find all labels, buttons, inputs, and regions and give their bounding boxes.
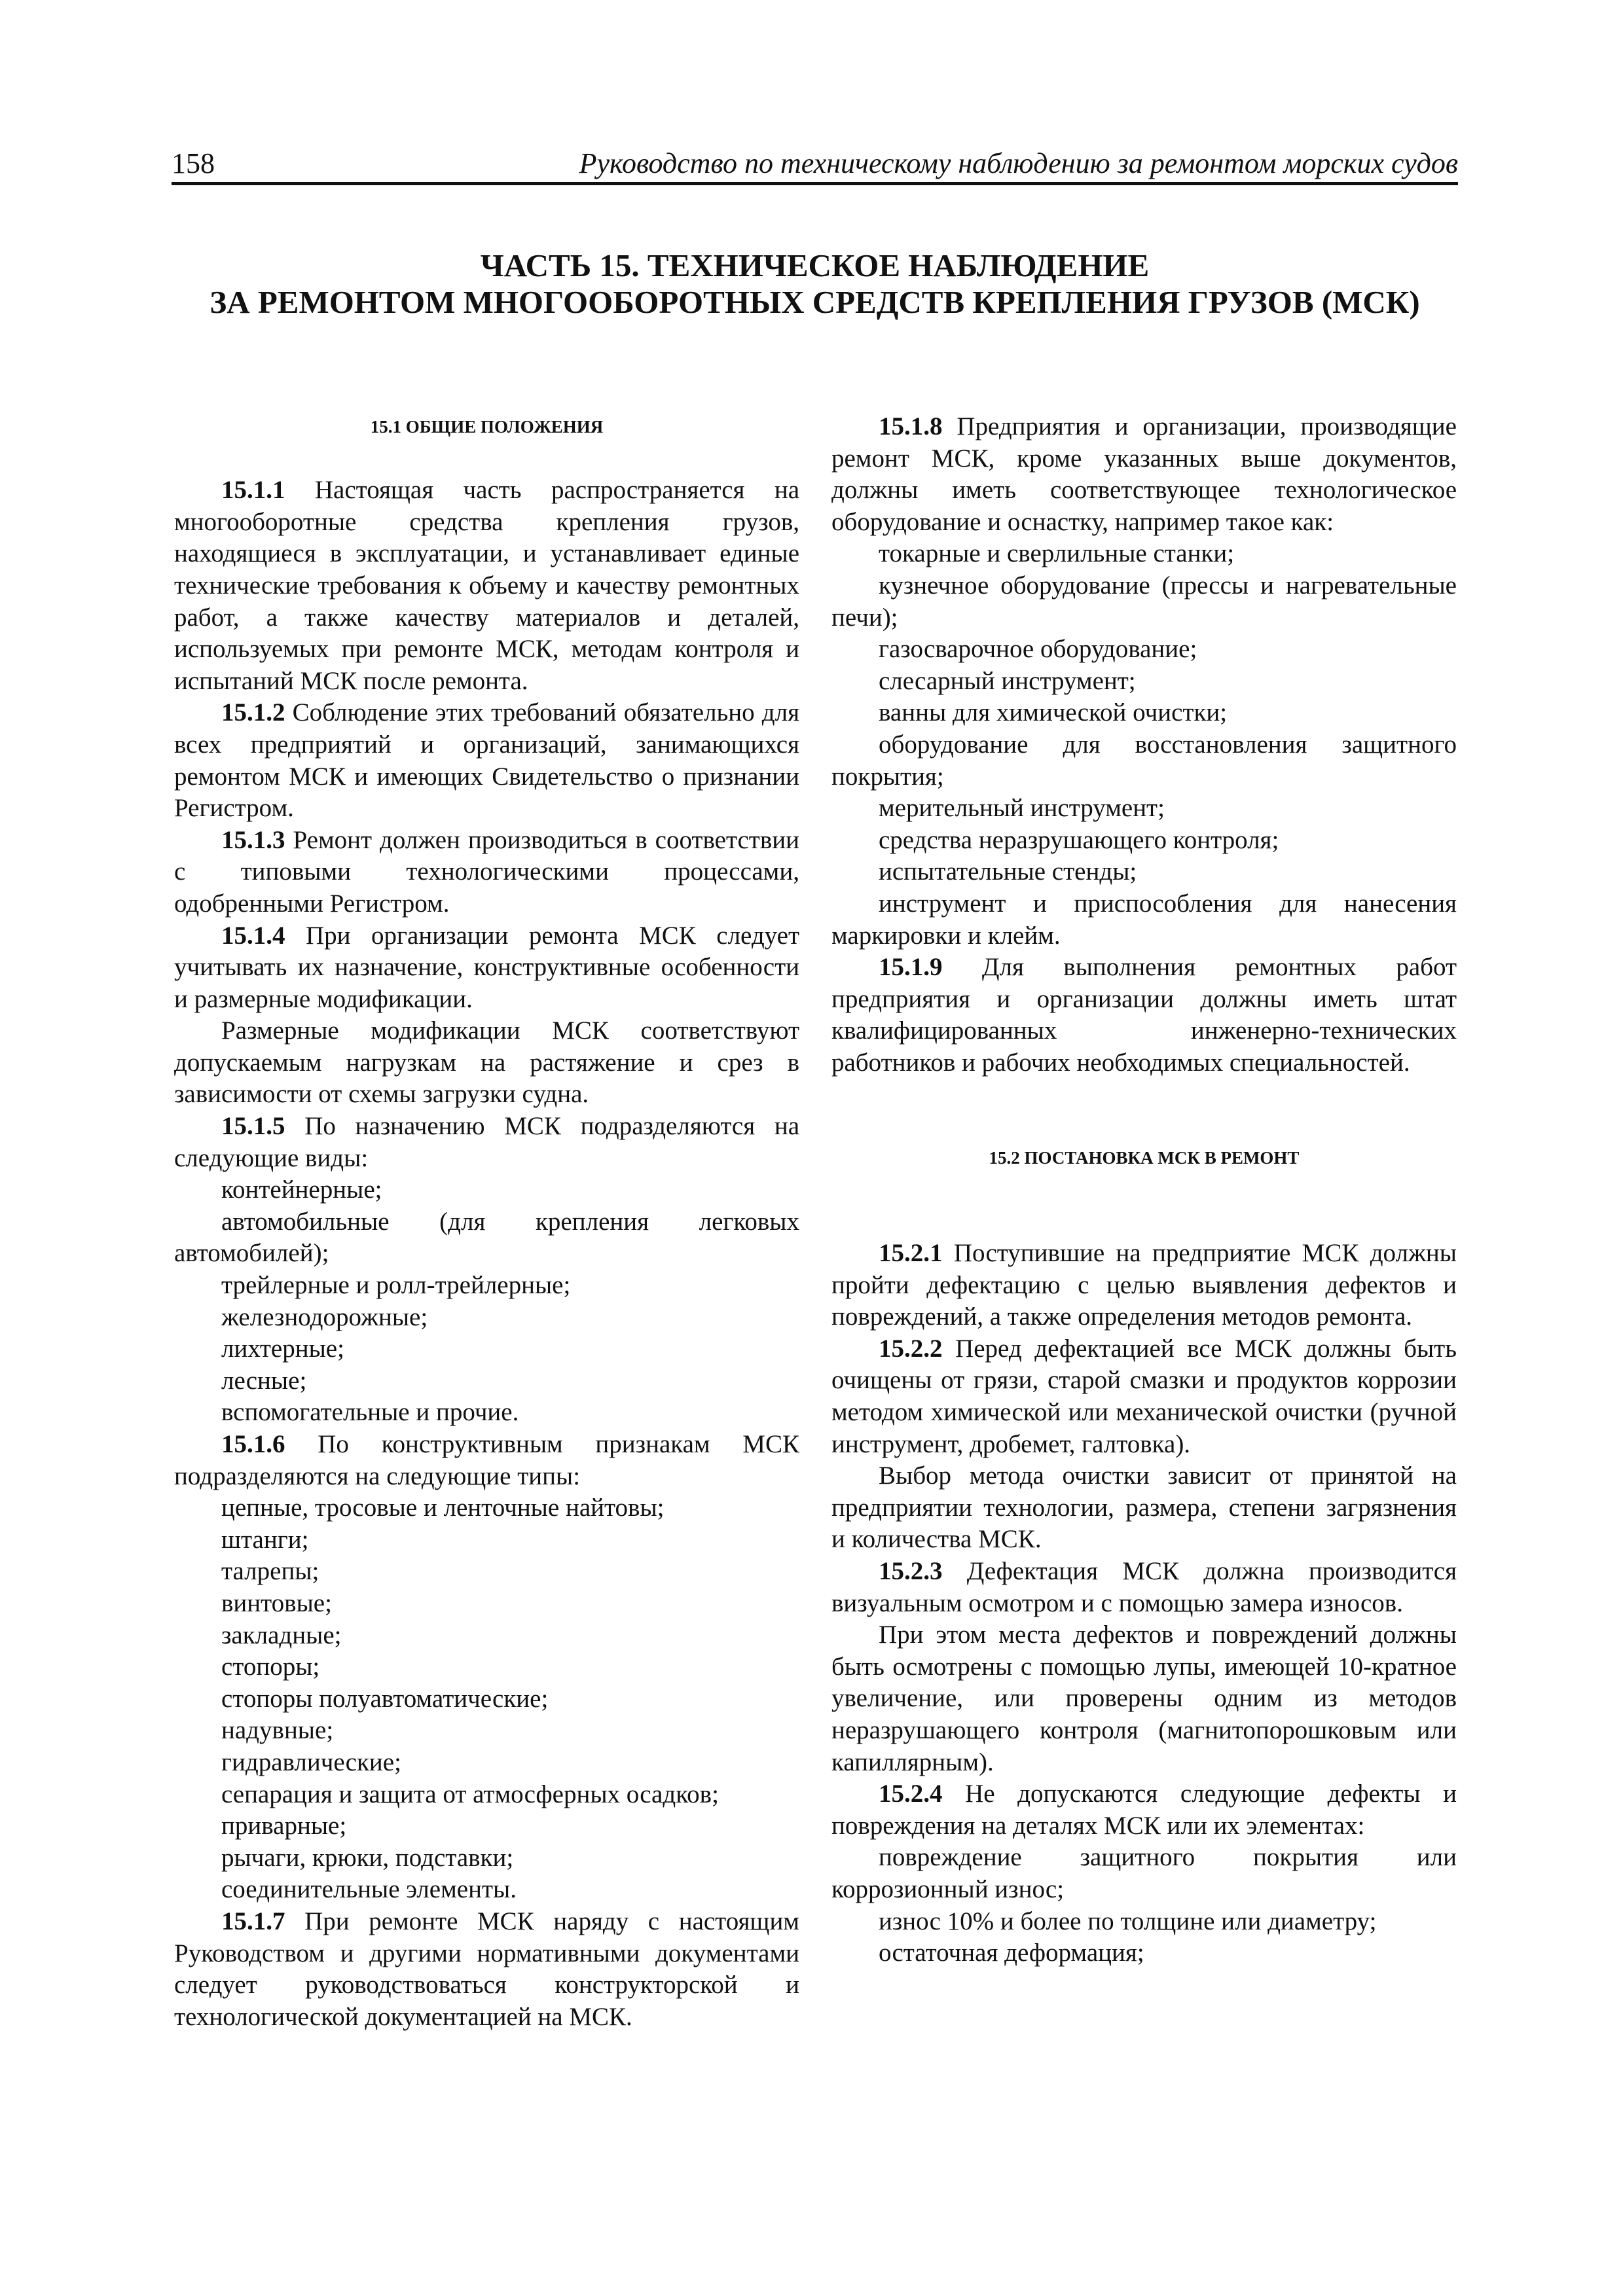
list-item: газосварочное оборудование; — [879, 635, 1197, 664]
list-item: приварные; — [221, 1812, 347, 1840]
clause-number: 15.1.4 — [221, 921, 285, 950]
list-item: стопоры полуавтоматические; — [221, 1684, 549, 1713]
list-item: рычаги, крюки, подставки; — [221, 1843, 514, 1872]
paragraph-15-2-4: 15.2.4 Не допускаются следующие дефекты и повреждения на деталях МСК или их элементах: — [831, 1780, 1457, 1840]
clause-number: 15.1.7 — [221, 1907, 285, 1935]
list-item: слесарный инструмент; — [879, 666, 1136, 695]
part-title-line-1: ЧАСТЬ 15. ТЕХНИЧЕСКОЕ НАБЛЮДЕНИЕ — [480, 247, 1150, 283]
list-item: оборудование для восстановления защитного покрытия; — [831, 730, 1457, 791]
list-item: железнодорожные; — [221, 1302, 428, 1331]
list-item: надувные; — [221, 1716, 334, 1745]
list-item: вспомогательные и прочие. — [221, 1398, 519, 1427]
section-15-2-heading: 15.2 ПОСТАНОВКА МСК В РЕМОНТ — [989, 1148, 1300, 1168]
paragraph-15-2-1: 15.2.1 Поступившие на предприятие МСК должны пройти дефектацию с целью выявления дефектов и повреждений, а также определения методов ремонта. — [831, 1239, 1457, 1331]
list-item: токарные и сверлильные станки; — [879, 539, 1235, 568]
list-item: инструмент и приспособления для нанесения маркировки и клейм. — [831, 889, 1457, 950]
list-item: повреждение защитного покрытия или коррозионный износ; — [831, 1843, 1457, 1903]
paragraph-15-2-2: 15.2.2 Перед дефектацией все МСК должны быть очищены от грязи, старой смазки и продуктов коррозии методом химической или механической очистки (ручной инструмент, дробемет, галтовка). — [831, 1334, 1457, 1458]
list-item: кузнечное оборудование (прессы и нагревательные печи); — [831, 571, 1457, 632]
clause-number: 15.2.2 — [879, 1334, 943, 1363]
clause-number: 15.2.1 — [879, 1239, 943, 1268]
clause-number: 15.1.6 — [221, 1430, 285, 1458]
clause-number: 15.2.4 — [879, 1780, 943, 1808]
list-item: контейнерные; — [221, 1175, 382, 1204]
page-number: 158 — [172, 147, 215, 179]
list-item: цепные, тросовые и ленточные найтовы; — [221, 1494, 665, 1522]
section-15-1-heading: 15.1 ОБЩИЕ ПОЛОЖЕНИЯ — [370, 417, 604, 437]
clause-number: 15.1.3 — [221, 825, 285, 854]
paragraph-15-1-7: 15.1.7 При ремонте МСК наряду с настоящим Руководством и другими нормативными документами следует руководствоваться конструкторской и технологической документацией на МСК. — [174, 1907, 799, 2031]
list-item: трейлерные и ролл-трейлерные; — [221, 1271, 571, 1300]
paragraph-15-1-1: 15.1.1 Настоящая часть распространяется на многооборотные средства крепления грузов, находящиеся в эксплуатации, и устанавливает единые технические требования к объему и качеству ремонтных работ, а также качеству материалов и деталей, используемых при ремонте МСК, методам контроля и испытаний МСК после ремонта. — [174, 476, 800, 695]
list-item: остаточная деформация; — [879, 1939, 1144, 1967]
clause-number: 15.1.8 — [879, 412, 943, 440]
right-column — [831, 411, 1457, 1969]
paragraph-15-1-8: 15.1.8 Предприятия и организации, производящие ремонт МСК, кроме указанных выше документов, должны иметь соответствующее технологическое оборудование и оснастку, например такое как: — [831, 412, 1457, 536]
left-column — [174, 411, 799, 2033]
clause-number: 15.1.9 — [879, 953, 943, 982]
paragraph-15-2-2-continued: Выбор метода очистки зависит от принятой на предприятии технологии, размера, степени загрязнения и количества МСК. — [831, 1462, 1457, 1554]
list-item: стопоры; — [221, 1653, 320, 1681]
paragraph-15-2-3: 15.2.3 Дефектация МСК должна производится визуальным осмотром и с помощью замера износов. — [831, 1557, 1457, 1617]
paragraph-15-1-9: 15.1.9 Для выполнения ремонтных работ предприятия и организации должны иметь штат квалифицированных инженерно-технических работников и рабочих необходимых специальностей. — [831, 953, 1457, 1077]
clause-number: 15.2.3 — [879, 1557, 943, 1585]
list-item: лесные; — [221, 1366, 307, 1395]
list-item: лихтерные; — [221, 1335, 344, 1363]
list-item: сепарация и защита от атмосферных осадков; — [221, 1780, 719, 1808]
paragraph-15-1-5: 15.1.5 По назначению МСК подразделяются на следующие виды: — [174, 1112, 800, 1172]
paragraph-15-1-4-continued: Размерные модификации МСК соответствуют допускаемым нагрузкам на растяжение и срез в зависимости от схемы загрузки судна. — [174, 1016, 799, 1109]
list-item: закладные; — [221, 1621, 342, 1649]
paragraph-15-1-4: 15.1.4 При организации ремонта МСК следует учитывать их назначение, конструктивные особенности и размерные модификации. — [174, 921, 800, 1013]
clause-number: 15.1.2 — [221, 698, 285, 727]
running-title: Руководство по техническому наблюдению за ремонтом морских судов — [579, 147, 1458, 179]
list-item: соединительные элементы. — [221, 1875, 517, 1904]
part-title — [172, 247, 1458, 321]
page-header — [172, 145, 1458, 185]
list-item: винтовые; — [221, 1588, 332, 1617]
list-item: автомобильные (для крепления легковых автомобилей); — [174, 1207, 799, 1268]
list-item: испытательные стенды; — [879, 857, 1137, 886]
list-item: мерительный инструмент; — [879, 794, 1165, 823]
list-item: гидравлические; — [221, 1748, 401, 1776]
list-item: талрепы; — [221, 1557, 319, 1586]
paragraph-15-1-3: 15.1.3 Ремонт должен производиться в соответствии с типовыми технологическими процессами, одобренными Регистром. — [174, 825, 799, 918]
clause-number: 15.1.5 — [221, 1112, 285, 1141]
paragraph-15-1-2: 15.1.2 Соблюдение этих требований обязательно для всех предприятий и организаций, занимающихся ремонтом МСК и имеющих Свидетельство о признании Регистром. — [174, 698, 800, 823]
paragraph-15-1-6: 15.1.6 По конструктивным признакам МСК подразделяются на следующие типы: — [174, 1430, 800, 1490]
part-title-line-2: ЗА РЕМОНТОМ МНОГООБОРОТНЫХ СРЕДСТВ КРЕПЛЕНИЯ ГРУЗОВ (МСК) — [210, 284, 1420, 320]
list-item: средства неразрушающего контроля; — [879, 825, 1279, 854]
list-item: ванны для химической очистки; — [879, 698, 1228, 727]
clause-number: 15.1.1 — [221, 476, 285, 505]
list-item: износ 10% и более по толщине или диаметру; — [879, 1907, 1377, 1935]
paragraph-15-2-3-continued: При этом места дефектов и повреждений должны быть осмотрены с помощью лупы, имеющей 10-кратное увеличение, или проверены одним из методов неразрушающего контроля (магнитопорошковым или капиллярным). — [831, 1621, 1457, 1776]
list-item: штанги; — [221, 1525, 309, 1554]
